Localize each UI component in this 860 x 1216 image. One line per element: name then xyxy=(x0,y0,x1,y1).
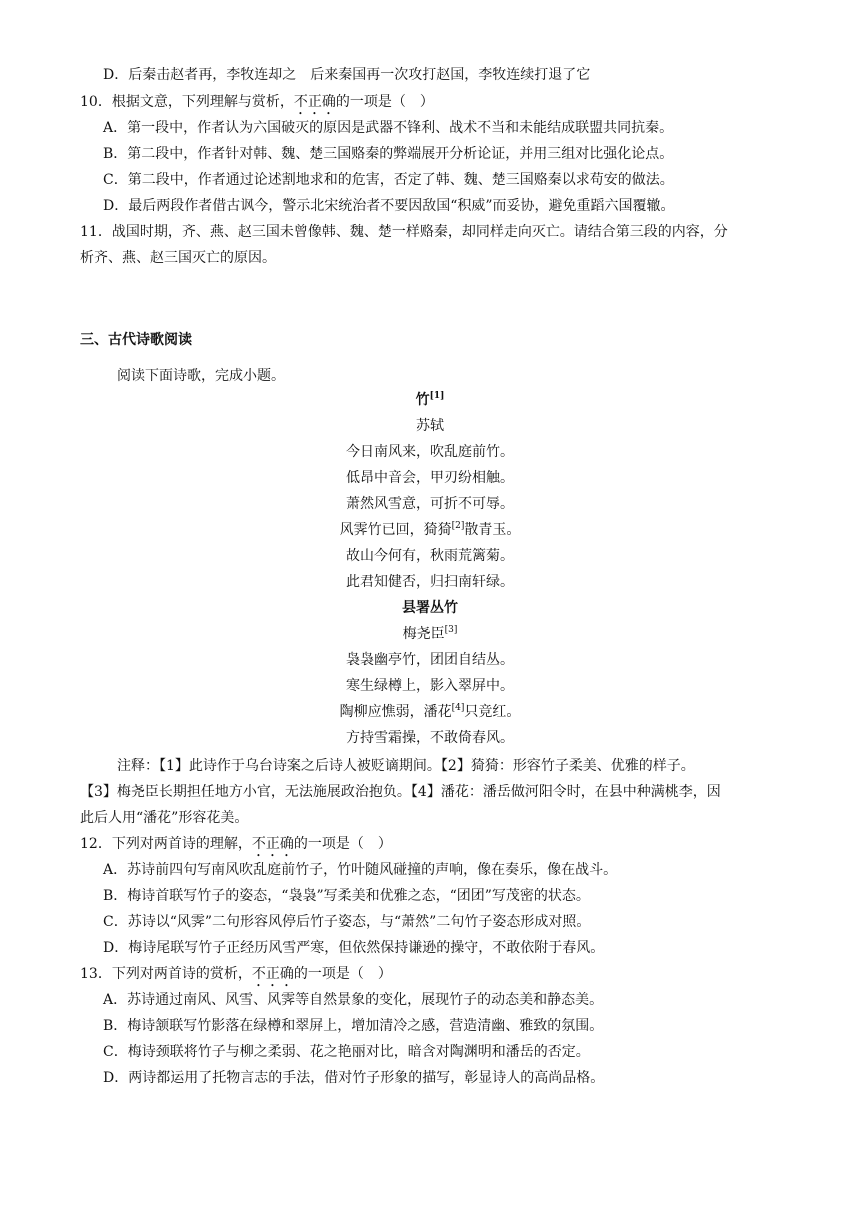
q12-option-d: D．梅诗尾联写竹子正经历风雪严寒，但依然保持谦逊的操守，不敢依附于春风。 xyxy=(103,940,605,956)
poem1-line: 低昂中音会，甲刃纷相触。 xyxy=(346,470,514,486)
poem1-title: 竹[1] xyxy=(415,391,445,408)
q10-option-d: D．最后两段作者借古讽今，警示北宋统治者不要因敌国“积威”而妥协，避免重蹈六国覆辙。 xyxy=(103,198,675,214)
poem2-line: 寒生绿樽上，影入翠屏中。 xyxy=(346,678,514,694)
q10-stem: 10．根据文意，下列理解与赏析，不正确的一项是（ ） xyxy=(80,94,434,110)
q11-stem-line2: 析齐、燕、赵三国灭亡的原因。 xyxy=(80,250,276,266)
poem1-line: 此君知健否，归扫南轩绿。 xyxy=(346,574,514,590)
footnote-marker: [1] xyxy=(429,391,445,401)
q13-option-d: D．两诗都运用了托物言志的手法，借对竹子形象的描写，彰显诗人的高尚品格。 xyxy=(103,1070,605,1086)
section-heading: 三、古代诗歌阅读 xyxy=(80,332,192,348)
q10-option-a: A．第一段中，作者认为六国破灭的原因是武器不锋利、战术不当和未能结成联盟共同抗秦。 xyxy=(103,120,674,136)
notes-line: 此后人用“潘花”形容花美。 xyxy=(80,810,249,826)
emphasis-mark: 不正确 xyxy=(251,836,294,852)
q11-stem-line1: 11．战国时期，齐、燕、赵三国未曾像韩、魏、楚一样赂秦，却同样走向灭亡。请结合第三段的内容，分 xyxy=(80,224,728,240)
poem2-line: 袅袅幽亭竹，团团自结丛。 xyxy=(346,652,514,668)
footnote-marker: [2] xyxy=(451,521,465,531)
q9-option-d: D．后秦击赵者再，李牧连却之 后来秦国再一次攻打赵国，李牧连续打退了它 xyxy=(103,67,591,83)
q12-option-a: A．苏诗前四句写南风吹乱庭前竹子，竹叶随风碰撞的声响，像在奏乐，像在战斗。 xyxy=(103,862,618,878)
section-instruction: 阅读下面诗歌，完成小题。 xyxy=(117,368,285,384)
poem1-line: 萧然风雪意，可折不可辱。 xyxy=(346,496,514,512)
q10-option-c: C．第二段中，作者通过论述割地求和的危害，否定了韩、魏、楚三国赂秦以求苟安的做法。 xyxy=(103,172,674,188)
footnote-marker: [4] xyxy=(451,703,465,713)
emphasis-mark: 不正确 xyxy=(251,966,294,982)
poem2-line: 方持雪霜操，不敢倚春风。 xyxy=(346,730,514,746)
q10-option-b: B．第二段中，作者针对韩、魏、楚三国赂秦的弊端展开分析论证，并用三组对比强化论点。 xyxy=(103,146,674,162)
poem1-line: 今日南风来，吹乱庭前竹。 xyxy=(346,444,514,460)
q13-option-c: C．梅诗颈联将竹子与柳之柔弱、花之艳丽对比，暗含对陶渊明和潘岳的否定。 xyxy=(103,1044,590,1060)
notes-line: 注释：【1】此诗作于乌台诗案之后诗人被贬谪期间。【2】猗猗：形容竹子柔美、优雅的样子。 xyxy=(117,758,695,774)
poem1-author: 苏轼 xyxy=(416,418,444,434)
q12-option-c: C．苏诗以“风霁”二句形容风停后竹子姿态，与“萧然”二句竹子姿态形成对照。 xyxy=(103,914,591,930)
emphasis-mark: 不正确 xyxy=(293,94,336,110)
q12-option-b: B．梅诗首联写竹子的姿态，“袅袅”写柔美和优雅之态，“团团”写茂密的状态。 xyxy=(103,888,590,904)
poem1-line: 故山今何有，秋雨荒篱菊。 xyxy=(346,548,514,564)
poem2-title: 县署丛竹 xyxy=(402,600,458,616)
notes-line: 【3】梅尧臣长期担任地方小官，无法施展政治抱负。【4】潘花：潘岳做河阳令时，在县中种满桃李，因 xyxy=(80,784,721,800)
poem2-line: 陶柳应憔弱，潘花[4]只竞红。 xyxy=(339,703,521,720)
footnote-marker: [3] xyxy=(444,625,458,635)
poem2-author: 梅尧臣[3] xyxy=(402,625,458,642)
poem1-line: 风霁竹已回，猗猗[2]散青玉。 xyxy=(339,521,521,538)
q13-option-b: B．梅诗颔联写竹影落在绿樽和翠屏上，增加清冷之感，营造清幽、雅致的氛围。 xyxy=(103,1018,604,1034)
q12-stem: 12．下列对两首诗的理解，不正确的一项是（ ） xyxy=(80,836,392,852)
q13-stem: 13．下列对两首诗的赏析，不正确的一项是（ ） xyxy=(80,966,392,982)
q13-option-a: A．苏诗通过南风、风雪、风霁等自然景象的变化，展现竹子的动态美和静态美。 xyxy=(103,992,604,1008)
